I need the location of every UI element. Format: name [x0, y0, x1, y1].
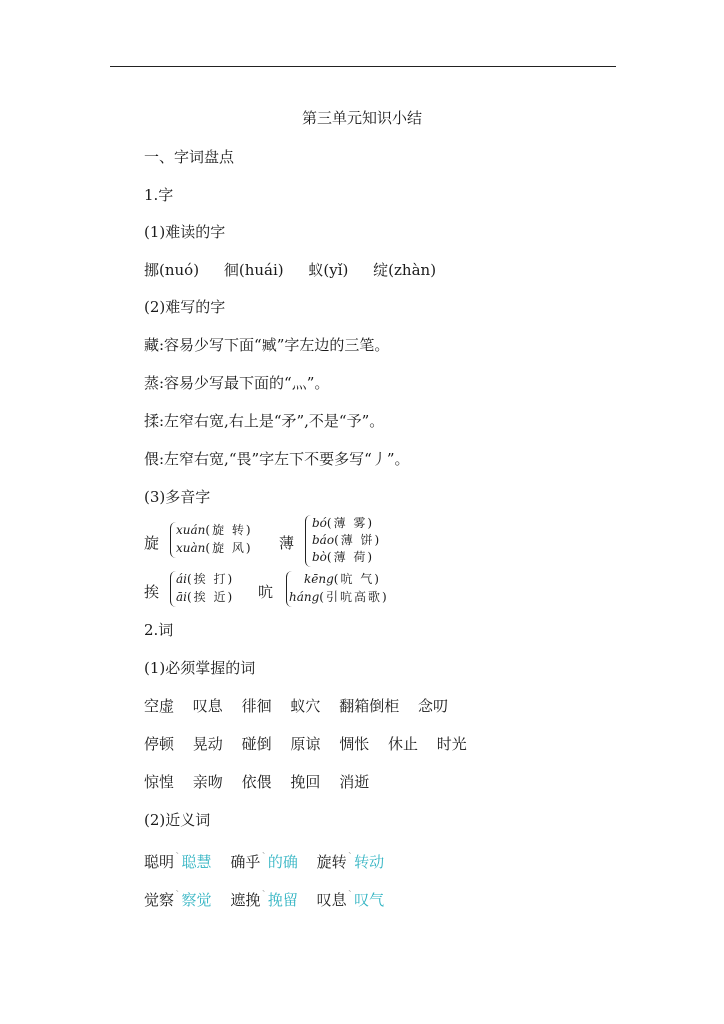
word: 晃动	[192, 735, 223, 753]
top-rule	[110, 66, 616, 67]
word: 蚁穴	[290, 697, 321, 715]
polyphonic-option: ái(挨 打)	[176, 572, 235, 586]
polyphonic-char: 挨	[144, 583, 160, 601]
synonym-answer: 转动	[354, 853, 385, 871]
word: 惊惶	[144, 773, 175, 791]
hard-write-line: 蒸:容易少写最下面的“灬”。	[144, 374, 330, 392]
hard-write-line: 揉:左窄右宽,右上是“矛”,不是“予”。	[144, 412, 385, 430]
polyphonic-option: kēng(吭 气)	[304, 572, 381, 586]
word: 叹息	[192, 697, 223, 715]
word: 时光	[436, 735, 467, 753]
word: 碰倒	[241, 735, 272, 753]
synonyms-heading: (2)近义词	[144, 811, 211, 829]
word: 原谅	[290, 735, 321, 753]
word: 消逝	[339, 773, 370, 791]
polyphonic-option: háng(引吭高歌)	[289, 590, 389, 604]
word-row	[144, 734, 481, 754]
synonym-answer: 叹气	[354, 891, 385, 909]
polyphonic-char: 薄	[279, 534, 295, 552]
word: 休止	[387, 735, 418, 753]
word-row	[144, 696, 462, 716]
polyphonic-heading: (3)多音字	[144, 488, 211, 506]
subsection-heading: 1.字	[144, 186, 174, 204]
hard-read-list	[144, 260, 456, 280]
synonym-answer: 挽留	[267, 891, 298, 909]
hard-read-item: 徊(huái)	[223, 261, 284, 279]
word: 念叨	[417, 697, 448, 715]
synonym-word: 叹息	[316, 891, 347, 909]
tick-icon: `	[261, 889, 267, 902]
tick-icon: `	[175, 851, 181, 864]
hard-read-item: 蚁(yǐ)	[308, 261, 349, 279]
polyphonic-option: báo(薄 饼)	[312, 533, 382, 547]
hard-read-item: 绽(zhàn)	[373, 261, 437, 279]
polyphonic-option: xuàn(旋 风)	[176, 541, 253, 555]
must-words-heading: (1)必须掌握的词	[144, 659, 256, 677]
synonym-word: 觉察	[144, 891, 175, 909]
hard-read-heading: (1)难读的字	[144, 223, 226, 241]
tick-icon: `	[261, 851, 267, 864]
synonym-answer: 察觉	[181, 891, 212, 909]
hard-write-heading: (2)难写的字	[144, 298, 226, 316]
word: 依偎	[241, 773, 272, 791]
hard-write-line: 藏:容易少写下面“臧”字左边的三笔。	[144, 336, 390, 354]
tick-icon: `	[347, 889, 354, 902]
word: 徘徊	[241, 697, 272, 715]
word-row	[144, 772, 383, 792]
word: 停顿	[144, 735, 175, 753]
polyphonic-char: 旋	[144, 534, 160, 552]
section-heading: 一、字词盘点	[144, 148, 235, 166]
tick-icon: `	[347, 851, 354, 864]
synonym-row	[144, 848, 384, 872]
polyphonic-option: bó(薄 雾)	[312, 516, 375, 530]
word: 空虚	[144, 697, 175, 715]
synonym-word: 确乎	[230, 853, 261, 871]
hard-write-line: 偎:左窄右宽,“畏”字左下不要多写“丿”。	[144, 450, 410, 468]
word: 惆怅	[339, 735, 370, 753]
synonym-answer: 聪慧	[181, 853, 212, 871]
polyphonic-char: 吭	[258, 583, 274, 601]
polyphonic-option: āi(挨 近)	[176, 590, 235, 604]
polyphonic-option: bò(薄 荷)	[312, 550, 375, 564]
synonym-word: 旋转	[316, 853, 347, 871]
brace-icon	[305, 515, 311, 567]
page-title: 第三单元知识小结	[301, 109, 422, 127]
subsection-heading: 2.词	[144, 621, 174, 639]
synonym-word: 遮挽	[230, 891, 261, 909]
synonym-answer: 的确	[267, 853, 298, 871]
word: 亲吻	[192, 773, 223, 791]
tick-icon: `	[175, 889, 181, 902]
word: 翻箱倒柜	[339, 697, 400, 715]
polyphonic-option: xuán(旋 转)	[176, 523, 253, 537]
synonym-word: 聪明	[144, 853, 175, 871]
word: 挽回	[290, 773, 321, 791]
hard-read-item: 挪(nuó)	[144, 261, 200, 279]
synonym-row	[144, 886, 384, 910]
